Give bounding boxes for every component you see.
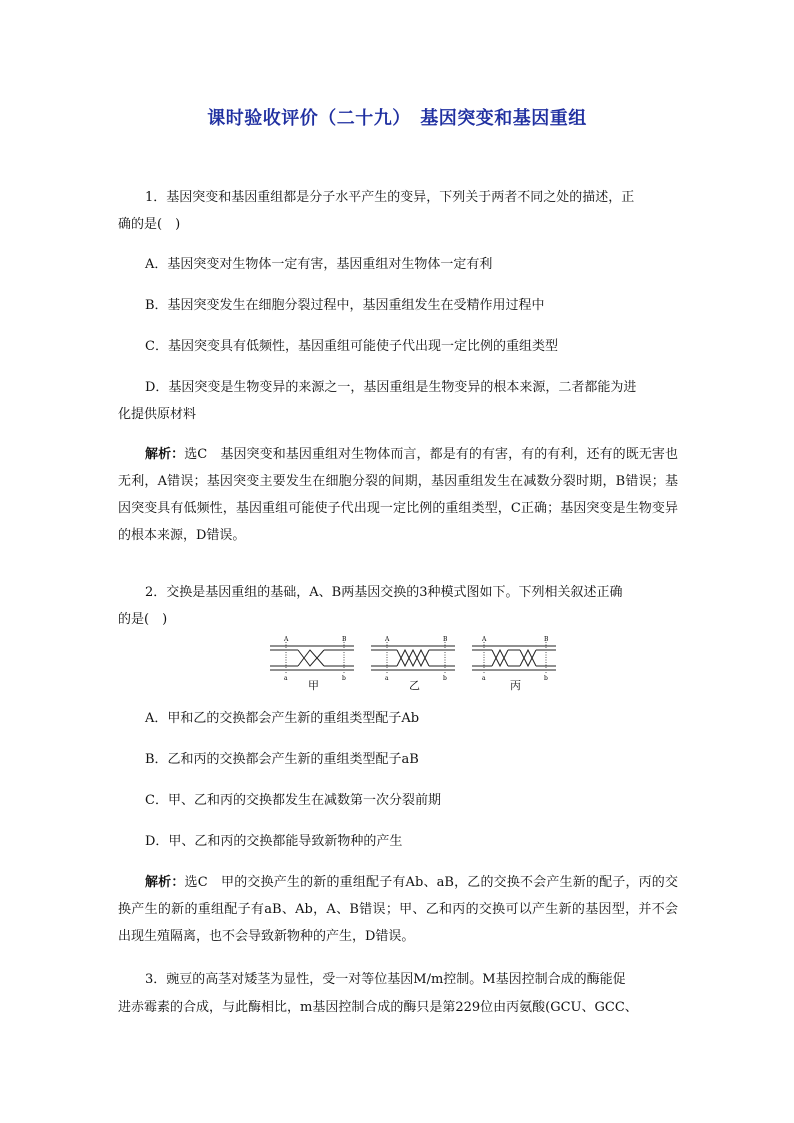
gene-a-bing: a: [482, 675, 486, 682]
gene-A-jia: A: [284, 636, 289, 643]
q1-stem-line2: 确的是( ): [118, 217, 181, 232]
gene-A-yi: A: [385, 636, 390, 643]
q1-stem-line1: 1．基因突变和基因重组都是分子水平产生的变异，下列关于两者不同之处的描述，正: [145, 190, 635, 205]
q2-stem-line1: 2．交换是基因重组的基础，A、B两基因交换的3种模式图如下。下列相关叙述正确: [145, 585, 623, 600]
q3-stem-line1: 3．豌豆的高茎对矮茎为显性，受一对等位基因M/m控制。M基因控制合成的酶能促: [145, 972, 626, 987]
gene-A-bing: A: [482, 636, 487, 643]
q1-option-d: [118, 374, 678, 401]
q3-stem-cont: [118, 994, 678, 1021]
q2-stem-line2: 的是( ): [118, 612, 168, 627]
q2-option-b: B．乙和丙的交换都会产生新的重组类型配子aB: [145, 752, 419, 767]
gene-B-yi: B: [443, 636, 448, 643]
gene-b-bing: b: [544, 675, 548, 682]
q1-stem-cont: [118, 211, 678, 238]
q2-stem: [118, 579, 678, 606]
gene-b-yi: b: [443, 675, 447, 682]
q1-option-d-cont: [118, 401, 678, 428]
diagram-bing: [472, 636, 556, 682]
diagram-jia: [270, 636, 354, 682]
figure-label-yi: 乙: [409, 679, 420, 692]
gene-a-yi: a: [385, 675, 389, 682]
gene-a-jia: a: [284, 675, 288, 682]
q1-stem: [118, 184, 678, 211]
q2-stem-cont: [118, 606, 678, 633]
gene-B-jia: B: [342, 636, 347, 643]
q1-option-b: B．基因突变发生在细胞分裂过程中，基因重组发生在受精作用过程中: [145, 298, 545, 313]
q1-answer: [118, 441, 678, 549]
q1-option-a: A．基因突变对生物体一定有害，基因重组对生物体一定有利: [145, 257, 493, 272]
q3-stem: [118, 966, 678, 993]
q1-answer-text: 选C 基因突变和基因重组对生物体而言，都是有的有害，有的有利，还有的既无害也无利，A错误；基因突变主要发生在细胞分裂的间期，基因重组发生在减数分裂时期，B错误；基因突变具有低频性，基因重组可能使子代出现一定比例的重组类型，C正确；基因突变是生物变异的根本来源，D错误。: [118, 447, 678, 543]
q1-answer-label: 解析：: [145, 447, 185, 462]
gene-B-bing: B: [544, 636, 549, 643]
q2-answer: [118, 869, 678, 950]
q1-option-d-line2: 化提供原材料: [118, 407, 197, 422]
q2-answer-label: 解析：: [145, 875, 185, 890]
q2-answer-text: 选C 甲的交换产生的新的重组配子有Ab、aB，乙的交换不会产生新的配子，丙的交换产生的新的重组配子有aB、Ab，A、B错误；甲、乙和丙的交换可以产生新的基因型，并不会出现生殖隔离，也不会导致新物种的产生，D错误。: [118, 875, 678, 944]
q1-option-c: C．基因突变具有低频性，基因重组可能使子代出现一定比例的重组类型: [145, 339, 558, 354]
q2-option-a: A．甲和乙的交换都会产生新的重组类型配子Ab: [145, 711, 420, 726]
page-title: 课时验收评价（二十九） 基因突变和基因重组: [207, 108, 587, 129]
gene-b-jia: b: [342, 675, 346, 682]
q3-stem-line2: 进赤霉素的合成，与此酶相比，m基因控制合成的酶只是第229位由丙氨酸(GCU、GCC、: [118, 1000, 638, 1015]
figure-label-jia: 甲: [308, 679, 319, 692]
diagram-yi: [371, 636, 455, 682]
figure-label-bing: 丙: [510, 679, 521, 692]
q1-option-d-line1: D．基因突变是生物变异的来源之一，基因重组是生物变异的根本来源，二者都能为进: [145, 380, 637, 395]
q2-option-c: C．甲、乙和丙的交换都发生在减数第一次分裂前期: [145, 793, 441, 808]
q2-option-d: D．甲、乙和丙的交换都能导致新物种的产生: [145, 834, 403, 849]
